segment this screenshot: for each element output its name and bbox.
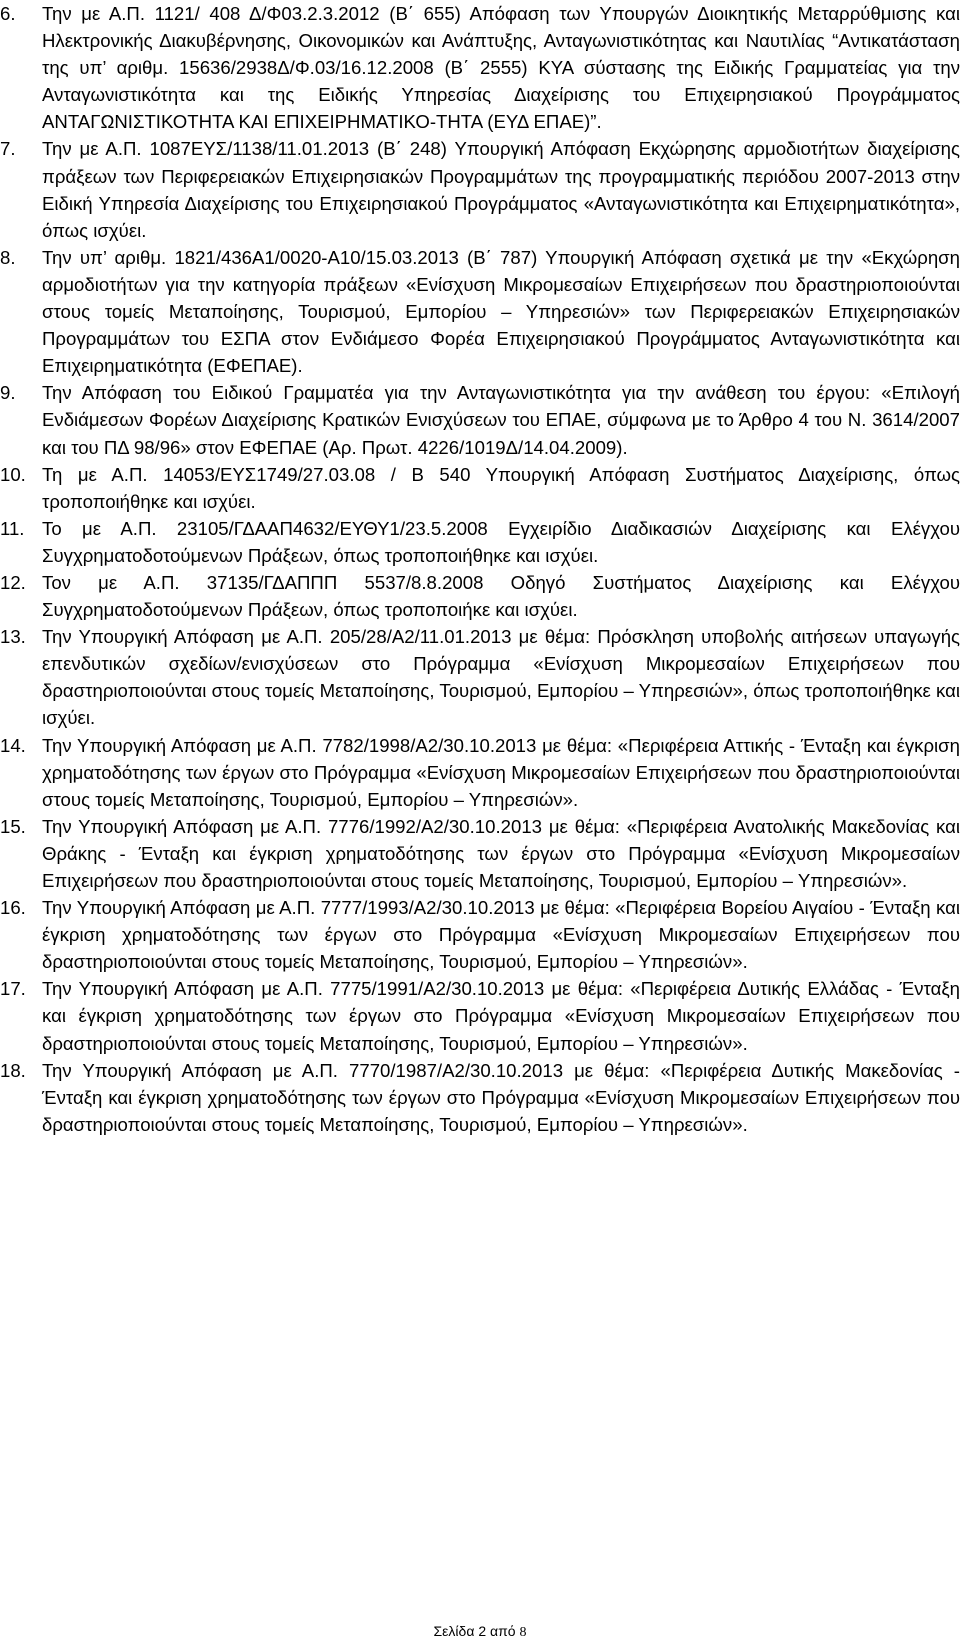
list-item (0, 135, 960, 243)
list-item-number: 17. (0, 978, 26, 1000)
list-item (0, 515, 960, 569)
list-item-text: Την Υπουργική Απόφαση με Α.Π. 7782/1998/Α2/30.10.2013 με θέμα: «Περιφέρεια Αττικής - Ένταξη και έγκριση χρηματοδότησης των έργων στο Πρόγραμμα «Ενίσχυση Μικρομεσαίων Επιχειρήσεων που δραστηριοποιούνται στους τομείς Μεταποίησης, Τουρισμού, Εμπορίου – Υπηρεσιών». (42, 734, 960, 810)
list-item (0, 732, 960, 813)
list-item-number: 13. (0, 626, 26, 648)
list-item (0, 569, 960, 623)
list-item (0, 623, 960, 731)
list-item-number: 12. (0, 571, 26, 593)
list-item-number: 11. (0, 517, 25, 539)
list-item (0, 0, 960, 135)
list-item-number: 6. (0, 3, 16, 24)
list-item (0, 1057, 960, 1138)
list-item-number: 18. (0, 1059, 26, 1081)
list-item-text: Την Υπουργική Απόφαση με Α.Π. 205/28/Α2/11.01.2013 με θέμα: Πρόσκληση υποβολής αιτήσεων υπαγωγής επενδυτικών σχεδίων/ενισχύσεων στο Πρόγραμμα «Ενίσχυση Μικρομεσαίων Επιχειρήσεων που δραστηριοποιούνται στους τομείς Μεταποίησης, Τουρισμού, Εμπορίου – Υπηρεσιών», όπως τροποποιήθηκε και ισχύει. (42, 626, 960, 729)
list-item (0, 461, 960, 515)
list-item (0, 244, 960, 379)
footer-page-current: 2 (478, 1623, 487, 1639)
list-item-text: Την Απόφαση του Ειδικού Γραμματέα για την Ανταγωνιστικότητα για την ανάθεση του έργου: «Επιλογή Ενδιάμεσων Φορέων Διαχείρισης Κρατικών Ενισχύσεων του ΕΠΑΕ, σύμφωνα με το Άρθρο 4 του Ν. 3614/2007 και του ΠΔ 98/96» στον ΕΦΕΠΑΕ (Αρ. Πρωτ. 4226/1019Δ/14.04.2009). (42, 382, 960, 458)
list-item-number: 7. (0, 138, 16, 160)
list-item-number: 14. (0, 734, 26, 756)
list-item-text: Την υπ’ αριθμ. 1821/436Α1/0020-Α10/15.03.2013 (Β΄ 787) Υπουργική Απόφαση σχετικά με την «Εκχώρηση αρμοδιοτήτων για την κατηγορία πράξεων «Ενίσχυση Μικρομεσαίων Επιχειρήσεων που δραστηριοποιούνται στους τομείς Μεταποίησης, Τουρισμού, Εμπορίου – Υπηρεσιών» των Περιφερειακών Επιχειρησιακών Προγραμμάτων του ΕΣΠΑ στον Ενδιάμεσο Φορέα Επιχειρησιακού Προγράμματος Ανταγωνιστικότητα και Επιχειρηματικότητα (ΕΦΕΠΑΕ). (42, 246, 960, 377)
list-item-text: Την με Α.Π. 1087ΕΥΣ/1138/11.01.2013 (Β΄ 248) Υπουργική Απόφαση Εκχώρησης αρμοδιοτήτων διαχείρισης πράξεων των Περιφερειακών Επιχειρησιακών Προγραμμάτων της προγραμματικής περιόδου 2007-2013 στην Ειδική Υπηρεσία Διαχείρισης του Επιχειρησιακού Προγράμματος «Ανταγωνιστικότητα και Επιχειρηματικότητα», όπως ισχύει. (42, 138, 960, 241)
list-item-text: Την Υπουργική Απόφαση με Α.Π. 7776/1992/Α2/30.10.2013 με θέμα: «Περιφέρεια Ανατολικής Μακεδονίας και Θράκης - Ένταξη και έγκριση χρηματοδότησης των έργων στο Πρόγραμμα «Ενίσχυση Μικρομεσαίων Επιχειρήσεων που δραστηριοποιούνται στους τομείς Μεταποίησης, Τουρισμού, Εμπορίου – Υπηρεσιών». (42, 815, 960, 891)
list-item-text: Την Υπουργική Απόφαση με Α.Π. 7777/1993/Α2/30.10.2013 με θέμα: «Περιφέρεια Βορείου Αιγαίου - Ένταξη και έγκριση χρηματοδότησης των έργων στο Πρόγραμμα «Ενίσχυση Μικρομεσαίων Επιχειρήσεων που δραστηριοποιούνται στους τομείς Μεταποίησης, Τουρισμού, Εμπορίου – Υπηρεσιών». (42, 897, 960, 973)
list-item-text: Την με Α.Π. 1121/ 408 Δ/Φ03.2.3.2012 (Β΄ 655) Απόφαση των Υπουργών Διοικητικής Μεταρρύθμισης και Ηλεκτρονικής Διακυβέρνησης, Οικονομικών και Ανάπτυξης, Ανταγωνιστικότητας και Ναυτιλίας “Αντικατάσταση της υπ’ αριθμ. 15636/2938Δ/Φ.03/16.12.2008 (Β΄ 2555) ΚΥΑ σύστασης της Ειδικής Γραμματείας για την Ανταγωνιστικότητα και της Ειδικής Υπηρεσίας Διαχείρισης του Επιχειρησιακού Προγράμματος ΑΝΤΑΓΩΝΙΣΤΙΚΟΤΗΤΑ ΚΑΙ ΕΠΙΧΕΙΡΗΜΑΤΙΚΟ-ΤΗΤΑ (ΕΥΔ ΕΠΑΕ)”. (42, 3, 960, 133)
list-item-text: Τη με Α.Π. 14053/ΕΥΣ1749/27.03.08 / Β 540 Υπουργική Απόφαση Συστήματος Διαχείρισης, όπως τροποποιήθηκε και ισχύει. (42, 463, 960, 512)
list-item-number: 15. (0, 815, 26, 837)
list-item-text: Την Υπουργική Απόφαση με Α.Π. 7770/1987/Α2/30.10.2013 με θέμα: «Περιφέρεια Δυτικής Μακεδονίας - Ένταξη και έγκριση χρηματοδότησης των έργων στο Πρόγραμμα «Ενίσχυση Μικρομεσαίων Επιχειρήσεων που δραστηριοποιούνται στους τομείς Μεταποίησης, Τουρισμού, Εμπορίου – Υπηρεσιών». (42, 1059, 960, 1135)
page-footer (0, 1622, 960, 1642)
footer-page-total: 8 (519, 1625, 527, 1640)
list-item-text: Το με Α.Π. 23105/ΓΔΑΑΠ4632/ΕΥΘΥ1/23.5.2008 Εγχειρίδιο Διαδικασιών Διαχείρισης και Ελέγχου Συγχρηματοδοτούμενων Πράξεων, όπως τροποποιήθηκε και ισχύει. (42, 517, 960, 566)
footer-page-label: Σελίδα (433, 1623, 475, 1639)
list-item-number: 16. (0, 897, 26, 919)
list-item (0, 813, 960, 894)
list-item-number: 9. (0, 382, 16, 404)
list-item-number: 10. (0, 463, 26, 485)
list-item (0, 975, 960, 1056)
list-item-text: Την Υπουργική Απόφαση με Α.Π. 7775/1991/Α2/30.10.2013 με θέμα: «Περιφέρεια Δυτικής Ελλάδας - Ένταξη και έγκριση χρηματοδότησης των έργων στο Πρόγραμμα «Ενίσχυση Μικρομεσαίων Επιχειρήσεων που δραστηριοποιούνται στους τομείς Μεταποίησης, Τουρισμού, Εμπορίου – Υπηρεσιών». (42, 978, 960, 1054)
footer-page-of: από (490, 1623, 516, 1639)
list-item-text: Τον με Α.Π. 37135/ΓΔΑΠΠΠ 5537/8.8.2008 Οδηγό Συστήματος Διαχείρισης και Ελέγχου Συγχρηματοδοτούμενων Πράξεων, όπως τροποποιήκε και ισχύει. (42, 571, 960, 621)
list-item-number: 8. (0, 246, 16, 268)
list-item (0, 894, 960, 975)
list-item (0, 379, 960, 460)
